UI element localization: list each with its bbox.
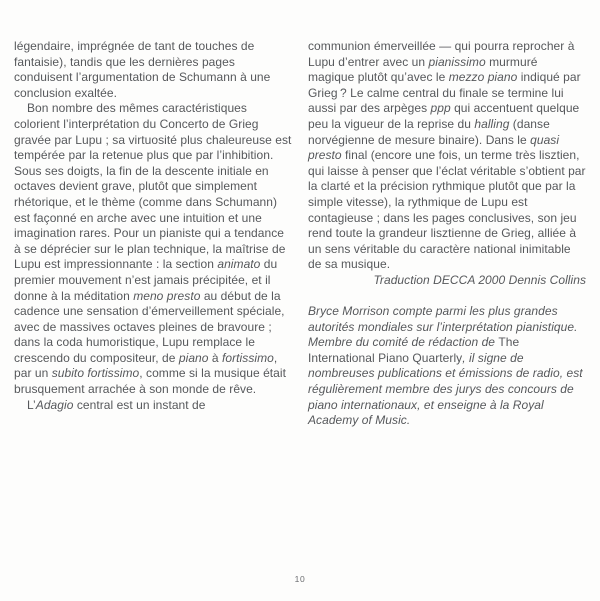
left-column — [14, 39, 292, 429]
page-number: 10 — [294, 574, 306, 584]
paragraph: Traduction DECCA 2000 Dennis Collins — [373, 272, 586, 287]
paragraph: communion émerveillée — qui pourra reprocher à Lupu d’entrer avec un pianissimo murmuré magique plutôt qu’avec le mezzo piano indiqué par Grieg ? Le calme central du finale se termine lui aussi par des arpèges ppp qui accentuent quelque peu la vigueur de la reprise du halling (danse norvégienne de mesure binaire). Dans le quasi presto final (encore une fois, un terme très lisztien, qui laisse à penser que l’éclat véritable s’obtient par la clarté et la précision rythmique plutôt que par la simple vitesse), la rythmique de Lupu est contagieuse ; dans les pages conclusives, son jeu rend toute la grandeur lisztienne de Grieg, alliée à un sens véritable du caractère national inimitable de sa musique. — [308, 39, 586, 272]
paragraph: légendaire, imprégnée de tant de touches de fantaisie), tandis que les dernières pages conduisent l’argumentation de Schumann à une conclusion exaltée. — [14, 39, 271, 100]
paragraph: Bryce Morrison compte parmi les plus grandes autorités mondiales sur l’interprétation pianistique. Membre du comité de rédaction de The International Piano Quarterly, il signe de nombreuses publications et émissions de radio, est régulièrement membre des jurys des concours de piano internationaux, et enseigne à la Royal Academy of Music. — [308, 304, 583, 428]
paragraph: Bon nombre des mêmes caractéristiques colorient l’interprétation du Concerto de Grieg gravée par Lupu ; sa virtuosité plus chaleureuse est tempérée par la retenue plus que par l’inhibition. Sous ses doigts, la fin de la descente initiale en octaves devient grave, plutôt que simplement rhétorique, et le thème (comme dans Schumann) est façonné en arche avec une intuition et une imagination rares. Pour un pianiste qui a tendance à se déprécier sur le plan technique, la maîtrise de Lupu est impressionnante : la section animato du premier mouvement n’est jamais précipitée, et il donne à la méditation meno presto au début de la cadence une sensation d’émerveillement spéciale, avec de massives octaves pleines de bravoure ; dans la coda humoristique, Lupu remplace le crescendo du compositeur, de piano à fortissimo, par un subito fortissimo, comme si la musique était brusquement arrachée à son monde de rêve. — [14, 101, 292, 397]
right-column — [308, 39, 586, 429]
paragraph: L’Adagio central est un instant de — [27, 397, 206, 412]
text-columns — [14, 39, 586, 429]
